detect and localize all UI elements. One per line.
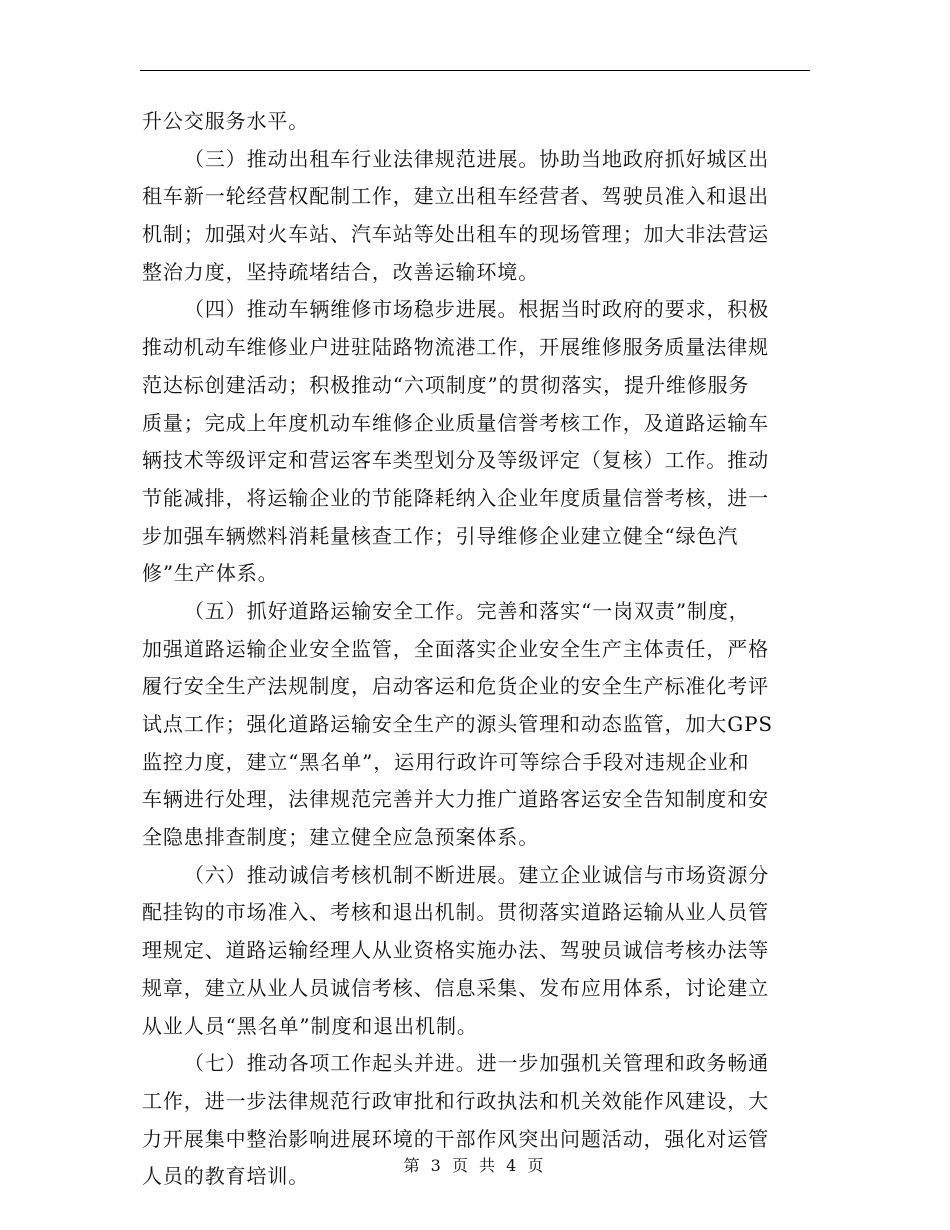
text-line: 监控力度，建立“黑名单”，运用行政许可等综合手段对违规企业和 bbox=[142, 749, 750, 774]
text-line: 升公交服务水平。 bbox=[142, 109, 310, 133]
text-line: 机制；加强对火车站、汽车站等处出租车的现场管理；加大非法营运 bbox=[142, 222, 769, 247]
text-line: 加强道路运输企业安全监管，全面落实企业安全生产主体责任，严格 bbox=[142, 636, 769, 661]
text-line: 推动机动车维修业户进驻陆路物流港工作，开展维修服务质量法律规 bbox=[142, 335, 769, 360]
text-line: 修”生产体系。 bbox=[142, 561, 279, 586]
text-line: 力开展集中整治影响进展环境的干部作风突出问题活动，强化对运管 bbox=[142, 1126, 769, 1151]
text-line: 全隐患排查制度；建立健全应急预案体系。 bbox=[142, 825, 540, 850]
text-line: 履行安全生产法规制度，启动客运和危货企业的安全生产标准化考评 bbox=[142, 674, 769, 699]
section-5-heading-line: （五）抓好道路运输安全工作。完善和落实“一岗双责”制度， bbox=[184, 598, 750, 623]
header-rule bbox=[140, 70, 810, 71]
section-4-heading-line: （四）推动车辆维修市场稳步进展。根据当时政府的要求，积极 bbox=[184, 297, 770, 322]
text-line: 辆技术等级评定和营运客车类型划分及等级评定（复核）工作。推动 bbox=[142, 448, 769, 473]
text-line: 范达标创建活动；积极推动“六项制度”的贯彻落实，提升维修服务 bbox=[142, 372, 750, 397]
page-number-footer: 第 3 页 共 4 页 bbox=[403, 1156, 547, 1175]
text-line: 质量；完成上年度机动车维修企业质量信誉考核工作，及道路运输车 bbox=[142, 410, 769, 435]
section-3-heading-line: （三）推动出租车行业法律规范进展。协助当地政府抓好城区出 bbox=[184, 146, 770, 171]
text-line: 车辆进行处理，法律规范完善并大力推广道路客运安全告知制度和安 bbox=[142, 787, 769, 812]
text-line: 整治力度，坚持疏堵结合，改善运输环境。 bbox=[142, 259, 540, 284]
text-line: 步加强车辆燃料消耗量核查工作；引导维修企业建立健全“绿色汽 bbox=[142, 523, 739, 548]
text-line: 人员的教育培训。 bbox=[142, 1164, 310, 1189]
text-line: 节能减排，将运输企业的节能降耗纳入企业年度质量信誉考核，进一 bbox=[142, 485, 769, 510]
text-line: 规章，建立从业人员诚信考核、信息采集、发布应用体系，讨论建立 bbox=[142, 975, 769, 1000]
text-line: 试点工作；强化道路运输安全生产的源头管理和动态监管，加大GPS bbox=[142, 712, 774, 736]
text-line: 工作，进一步法律规范行政审批和行政执法和机关效能作风建设，大 bbox=[142, 1088, 769, 1113]
section-6-heading-line: （六）推动诚信考核机制不断进展。建立企业诚信与市场资源分 bbox=[184, 862, 770, 887]
text-line: 从业人员“黑名单”制度和退出机制。 bbox=[142, 1013, 478, 1038]
document-body bbox=[142, 103, 797, 1196]
text-line: 理规定、道路运输经理人从业资格实施办法、驾驶员诚信考核办法等 bbox=[142, 938, 769, 963]
text-line: 配挂钩的市场准入、考核和退出机制。贯彻落实道路运输从业人员管 bbox=[142, 900, 769, 925]
section-7-heading-line: （七）推动各项工作起头并进。进一步加强机关管理和政务畅通 bbox=[184, 1051, 770, 1076]
text-line: 租车新一轮经营权配制工作，建立出租车经营者、驾驶员准入和退出 bbox=[142, 184, 769, 209]
